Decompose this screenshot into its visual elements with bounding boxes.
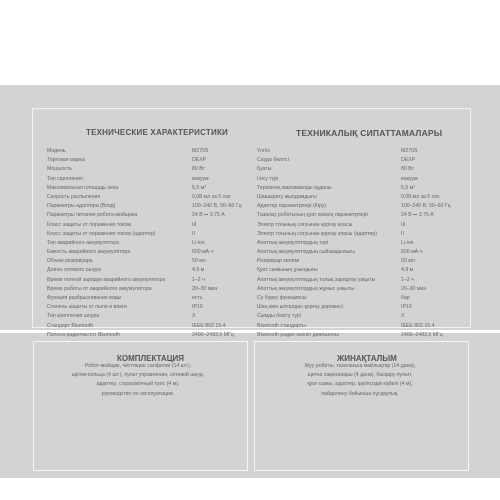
specs-kz-names	[257, 147, 397, 349]
spec-name: Модель	[47, 148, 66, 154]
spec-value: II	[401, 230, 404, 237]
spec-name: Шашырату жылдамдығы	[257, 193, 317, 200]
spec-value: IP10	[401, 304, 412, 311]
spec-name: Апаттық аккумулятордың жұмыс уақыты	[257, 285, 355, 292]
spec-name: Сауда белгісі	[257, 157, 289, 164]
spec-value: 1–2 ч	[192, 276, 205, 283]
spec-name: Үлгісі	[257, 148, 270, 154]
spec-value: вакуум	[401, 175, 418, 182]
spec-value: IEEE 802.15.4	[401, 322, 435, 329]
spec-value: 600 мА·ч	[401, 249, 423, 256]
spec-name: Тип сцепления	[47, 175, 83, 182]
kit-kz-text	[285, 362, 435, 399]
kit-line: руководство по эксплуатации.	[101, 390, 175, 397]
spec-name: Максимальная площадь окна	[47, 184, 119, 191]
spec-value: II	[192, 230, 195, 237]
specs-kz-values	[401, 147, 461, 349]
spec-value: 4,9 м	[401, 267, 414, 274]
spec-name: Мощность	[47, 166, 72, 173]
kit-kz-title: ЖИНАҚТАЛЫМ	[337, 354, 397, 363]
spec-name: Длина сетевого шнура	[47, 267, 102, 274]
spec-value: DEXP	[401, 157, 416, 164]
spec-value: 20–30 мин	[401, 285, 427, 292]
spec-name: Класс защиты от поражения током (адаптер)	[47, 230, 156, 237]
spec-value: 600 мА·ч	[192, 249, 214, 256]
spec-value: 100–240 В, 50–60 Гц	[401, 203, 451, 210]
spec-name: Апаттық аккумулятордың түрі	[257, 239, 329, 246]
spec-name: Апаттық аккумулятордың сыйымдылығы	[257, 249, 355, 256]
spec-name: Сымды бекіту түрі	[257, 313, 301, 320]
kit-line: Робот-мойщик, чистящие салфетки (14 шт.),	[84, 363, 192, 369]
spec-value: III	[401, 221, 406, 228]
spec-value: 100–240 В, 50–60 Гц	[192, 203, 242, 210]
spec-name: Торговая марка	[47, 157, 85, 164]
spec-value: 24 В ⎓ 3,75 А	[192, 212, 225, 219]
kit-line: Жуу роботы, тазалағыш майлықтар (14 дана),	[304, 363, 416, 369]
kit-line: қуат сымы, адаптер, қауіпсіздік кабелі (4 м),	[307, 381, 413, 388]
spec-name: Класс защиты от поражения током	[47, 221, 131, 228]
spec-value: 1–2 ч	[401, 276, 414, 283]
spec-value: 20–30 мин	[192, 285, 218, 292]
spec-value: 50 мл	[192, 258, 206, 265]
spec-name: Объем резервуара	[47, 258, 93, 265]
spec-value: X	[401, 313, 405, 320]
specs-ru-title: ТЕХНИЧЕСКИЕ ХАРАКТЕРИСТИКИ	[86, 128, 228, 137]
spec-value: X	[192, 313, 196, 320]
specs-kz-title: ТЕХНИКАЛЫҚ СИПАТТАМАЛАРЫ	[296, 128, 443, 138]
spec-name: Параметры адаптера (Вход)	[47, 203, 116, 210]
spec-value: III	[192, 221, 197, 228]
spec-value: вакуум	[192, 175, 209, 182]
spec-value: Li-ion	[401, 239, 414, 246]
spec-name: Қуаты	[257, 166, 272, 173]
spec-value: 0,08 мл за 5 сек	[192, 193, 231, 200]
spec-value: 50 мл	[401, 258, 415, 265]
spec-name: Параметры питания робота-мойщика	[47, 212, 138, 219]
spec-value: 4,9 м	[192, 267, 205, 274]
spec-value: бар	[401, 295, 410, 301]
spec-value: 2400–2483,5 МГц	[192, 331, 234, 338]
kit-line: пайдалану бойынша нұсқаулық.	[321, 390, 399, 397]
spec-value: M270S	[192, 148, 209, 154]
spec-name: Функция разбрызгивания воды	[47, 295, 122, 301]
spec-name: Су бүрку функциясы	[257, 295, 307, 301]
spec-name: Ілісу түрі	[257, 175, 279, 182]
spec-name: Bluetooth стандарты	[257, 322, 306, 329]
kit-line: адаптер, страховочный трос (4 м),	[96, 381, 180, 388]
spec-value: 80 Вт	[192, 166, 205, 173]
specs-ru-values	[192, 147, 247, 349]
spec-name: Электр тоғының соғуынан қорғау класы (адаптер)	[257, 230, 377, 237]
spec-name: Bluetooth радио жиілігі диапазоны	[257, 331, 339, 338]
specs-ru-names	[47, 147, 187, 349]
spec-value: 5,5 м²	[401, 184, 415, 191]
spec-name: Скорость распыления	[47, 193, 101, 200]
spec-value: 80 Вт	[401, 166, 414, 173]
spec-value: есть	[192, 295, 203, 301]
spec-value: 2400–2483,5 МГц	[401, 331, 443, 338]
spec-value: DEXP	[192, 157, 207, 164]
spec-value: 24 В ⎓ 3,75 А	[401, 212, 434, 219]
spec-name: Тазалау роботының қуат көзінің параметрлері	[257, 212, 368, 219]
spec-name: Время работы от аварийного аккумулятора	[47, 285, 152, 292]
spec-name: Терезенің максималды ауданы	[257, 184, 332, 191]
spec-name: Қуат сымының ұзындығы	[257, 267, 318, 274]
spec-name: Стандарт Bluetooth	[47, 322, 94, 329]
spec-value: Li-ion	[192, 239, 205, 246]
spec-name: Полоса радиочастот Bluetooth	[47, 331, 120, 338]
kit-line: щетка сақиналары (4 дана), басқару пульті,	[307, 372, 413, 379]
spec-value: 0,08 мл за 5 сек	[401, 193, 440, 200]
spec-name: Адаптер параметрлері (Кіру)	[257, 203, 326, 210]
kit-ru-title: КОМПЛЕКТАЦИЯ	[117, 354, 185, 363]
spec-name: Емкость аварийного аккумулятора	[47, 249, 131, 256]
spec-value: IP10	[192, 304, 203, 311]
spec-value: M270S	[401, 148, 418, 154]
spec-name: Время полной зарядки аварийного аккумулятора	[47, 276, 166, 283]
spec-name: Тип аварийного аккумулятора	[47, 239, 120, 246]
spec-value: IEEE 802.15.4	[192, 322, 226, 329]
spec-name: Электр тоғының соғуынан қорғау класы	[257, 221, 353, 228]
spec-name: Резервуар көлемі	[257, 258, 300, 265]
spec-name: Апаттық аккумулятордың толық зарядтау уақыты	[257, 276, 376, 283]
spec-name: Шаң мен ылғалдан қорғау дәрежесі	[257, 304, 343, 311]
spec-value: 5,5 м²	[192, 184, 206, 191]
kit-ru-text	[63, 362, 213, 399]
kit-line: щётки-кольца (4 шт.), пульт управления, сетевой шнур,	[71, 372, 205, 379]
spec-name: Тип крепления шнура	[47, 313, 100, 320]
spec-name: Степень защиты от пыли и влаги	[47, 304, 127, 311]
